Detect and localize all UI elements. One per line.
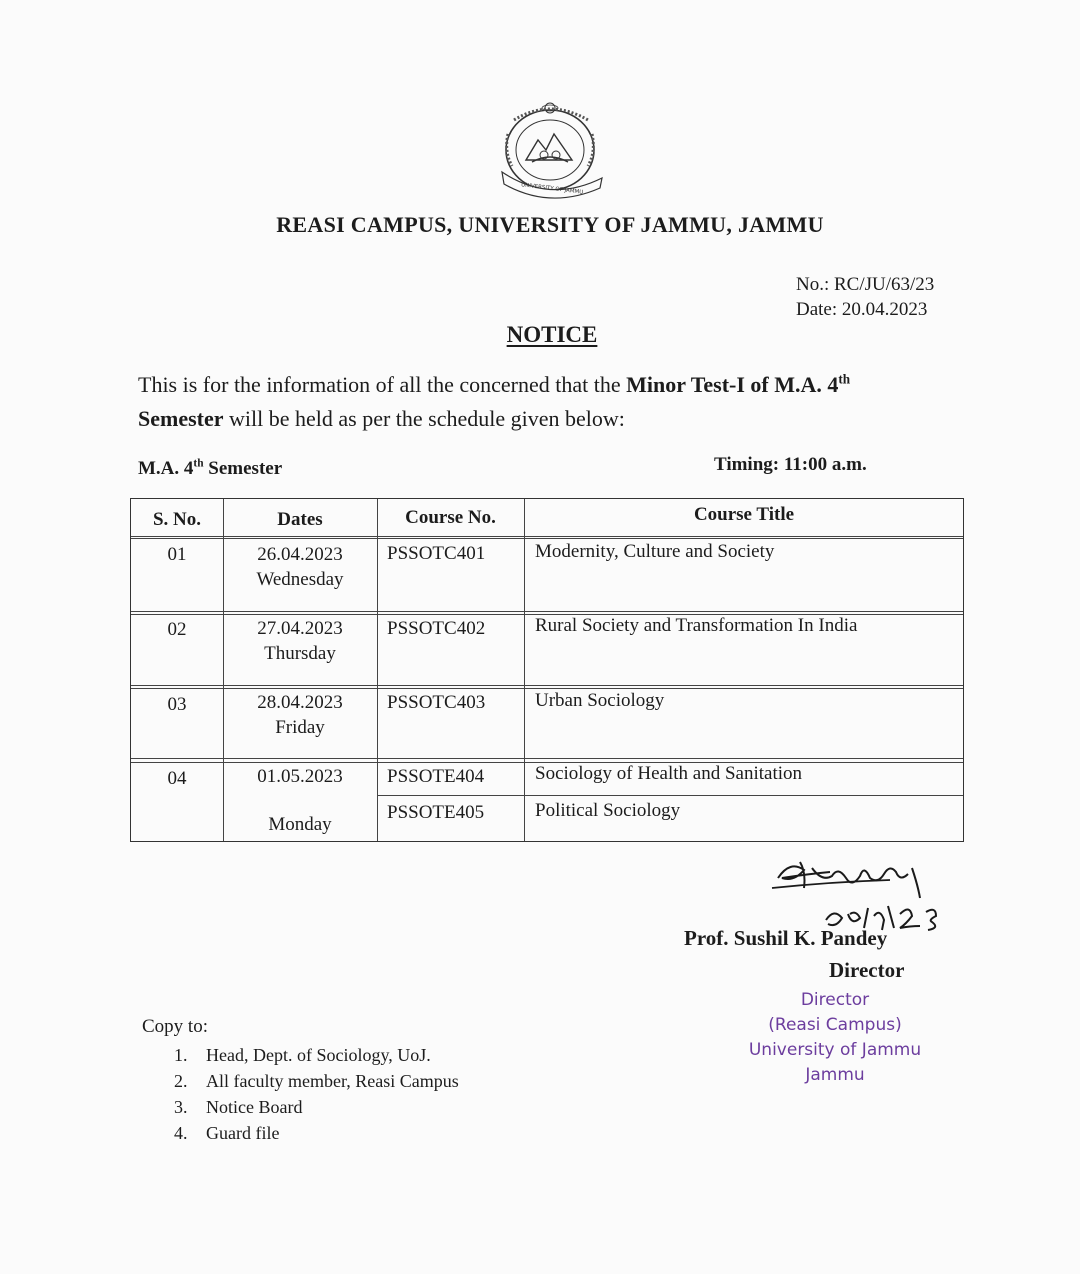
row-4-date: 01.05.2023 bbox=[257, 766, 343, 787]
list-item-text: Guard file bbox=[206, 1123, 280, 1143]
semester-label-sup: th bbox=[193, 457, 204, 470]
row-1-date-value: 26.04.2023 bbox=[257, 544, 343, 565]
row-2-date-value: 27.04.2023 bbox=[257, 618, 343, 639]
row-2-sno: 02 bbox=[167, 619, 187, 640]
row-1-date bbox=[223, 542, 377, 592]
row-3-date-value: 28.04.2023 bbox=[257, 692, 343, 713]
table-row-divider bbox=[131, 758, 963, 759]
row-2-course-title: Rural Society and Transformation In India bbox=[535, 615, 858, 636]
intro-bold-text: Minor Test-I of M.A. 4 bbox=[626, 372, 839, 397]
list-item bbox=[174, 1094, 459, 1120]
table-col-divider bbox=[377, 499, 378, 841]
row-4-day: Monday bbox=[268, 814, 332, 835]
header-sno: S. No. bbox=[152, 509, 202, 530]
reference-number: No.: RC/JU/63/23 bbox=[796, 274, 935, 295]
institution-title: REASI CAMPUS, UNIVERSITY OF JAMMU, JAMMU bbox=[276, 212, 824, 237]
row-4-course-title: Sociology of Health and Sanitation bbox=[535, 763, 803, 784]
signatory-designation: Director bbox=[829, 958, 905, 982]
list-item-number: 1. bbox=[174, 1045, 188, 1065]
list-item-text: All faculty member, Reasi Campus bbox=[206, 1071, 459, 1091]
row-3-date bbox=[223, 690, 377, 740]
row-2-date bbox=[223, 616, 377, 666]
header-course-no: Course No. bbox=[405, 507, 496, 528]
table-row-divider bbox=[131, 611, 963, 612]
row-1-sno: 01 bbox=[167, 544, 187, 565]
row-4-course-no: PSSOTE404 bbox=[387, 766, 485, 787]
row-2-course-no: PSSOTC402 bbox=[387, 618, 486, 639]
semester-label-suffix: Semester bbox=[203, 458, 283, 479]
seal-text: UNIVERSITY OF JAMMU bbox=[520, 182, 584, 196]
row-4b-course-title: Political Sociology bbox=[535, 800, 681, 821]
university-seal-logo bbox=[492, 100, 610, 200]
reference-date: Date: 20.04.2023 bbox=[796, 299, 928, 320]
stamp-line-4: Jammu bbox=[805, 1065, 865, 1085]
stamp-line-1: Director bbox=[800, 990, 870, 1010]
stamp-line-3: University of Jammu bbox=[748, 1040, 922, 1060]
intro-bold-end: Semester bbox=[138, 406, 224, 431]
header-dates: Dates bbox=[277, 509, 323, 530]
intro-bold-sup: th bbox=[838, 371, 851, 387]
stamp-line-2: (Reasi Campus) bbox=[768, 1015, 902, 1035]
table-row-divider bbox=[377, 795, 963, 796]
row-3-course-title: Urban Sociology bbox=[535, 690, 665, 711]
semester-label bbox=[138, 458, 282, 480]
list-item-number: 2. bbox=[174, 1071, 188, 1091]
list-item-number: 3. bbox=[174, 1097, 188, 1117]
list-item bbox=[174, 1042, 459, 1068]
row-1-course-no: PSSOTC401 bbox=[387, 543, 486, 564]
table-col-divider bbox=[524, 499, 525, 841]
official-stamp bbox=[712, 988, 958, 1088]
row-1-course-title: Modernity, Culture and Society bbox=[535, 541, 775, 562]
row-4-sno: 04 bbox=[167, 768, 187, 789]
table-row-divider bbox=[131, 536, 963, 537]
row-4b-course-no: PSSOTE405 bbox=[387, 802, 485, 823]
row-1-day: Wednesday bbox=[256, 569, 344, 590]
exam-timing: Timing: 11:00 a.m. bbox=[714, 454, 867, 475]
notice-heading: NOTICE bbox=[506, 322, 598, 347]
table-row-divider bbox=[131, 685, 963, 686]
row-2-day: Thursday bbox=[264, 643, 336, 664]
list-item-text: Notice Board bbox=[206, 1097, 303, 1117]
copy-to-label: Copy to: bbox=[142, 1016, 208, 1037]
row-3-course-no: PSSOTC403 bbox=[387, 692, 486, 713]
list-item bbox=[174, 1068, 459, 1094]
list-item-number: 4. bbox=[174, 1123, 188, 1143]
header-course-title: Course Title bbox=[693, 504, 795, 525]
list-item bbox=[174, 1120, 459, 1146]
copy-to-list bbox=[174, 1042, 459, 1146]
semester-label-prefix: M.A. 4 bbox=[138, 458, 194, 479]
intro-text-end: will be held as per the schedule given below: bbox=[223, 406, 625, 431]
row-3-sno: 03 bbox=[167, 694, 187, 715]
list-item-text: Head, Dept. of Sociology, UoJ. bbox=[206, 1045, 431, 1065]
reference-block bbox=[796, 272, 934, 322]
signatory-name: Prof. Sushil K. Pandey bbox=[684, 926, 888, 950]
intro-paragraph bbox=[138, 368, 998, 436]
intro-text-start: This is for the information of all the concerned that the bbox=[138, 372, 627, 397]
row-3-day: Friday bbox=[275, 717, 325, 738]
schedule-table bbox=[130, 498, 964, 842]
